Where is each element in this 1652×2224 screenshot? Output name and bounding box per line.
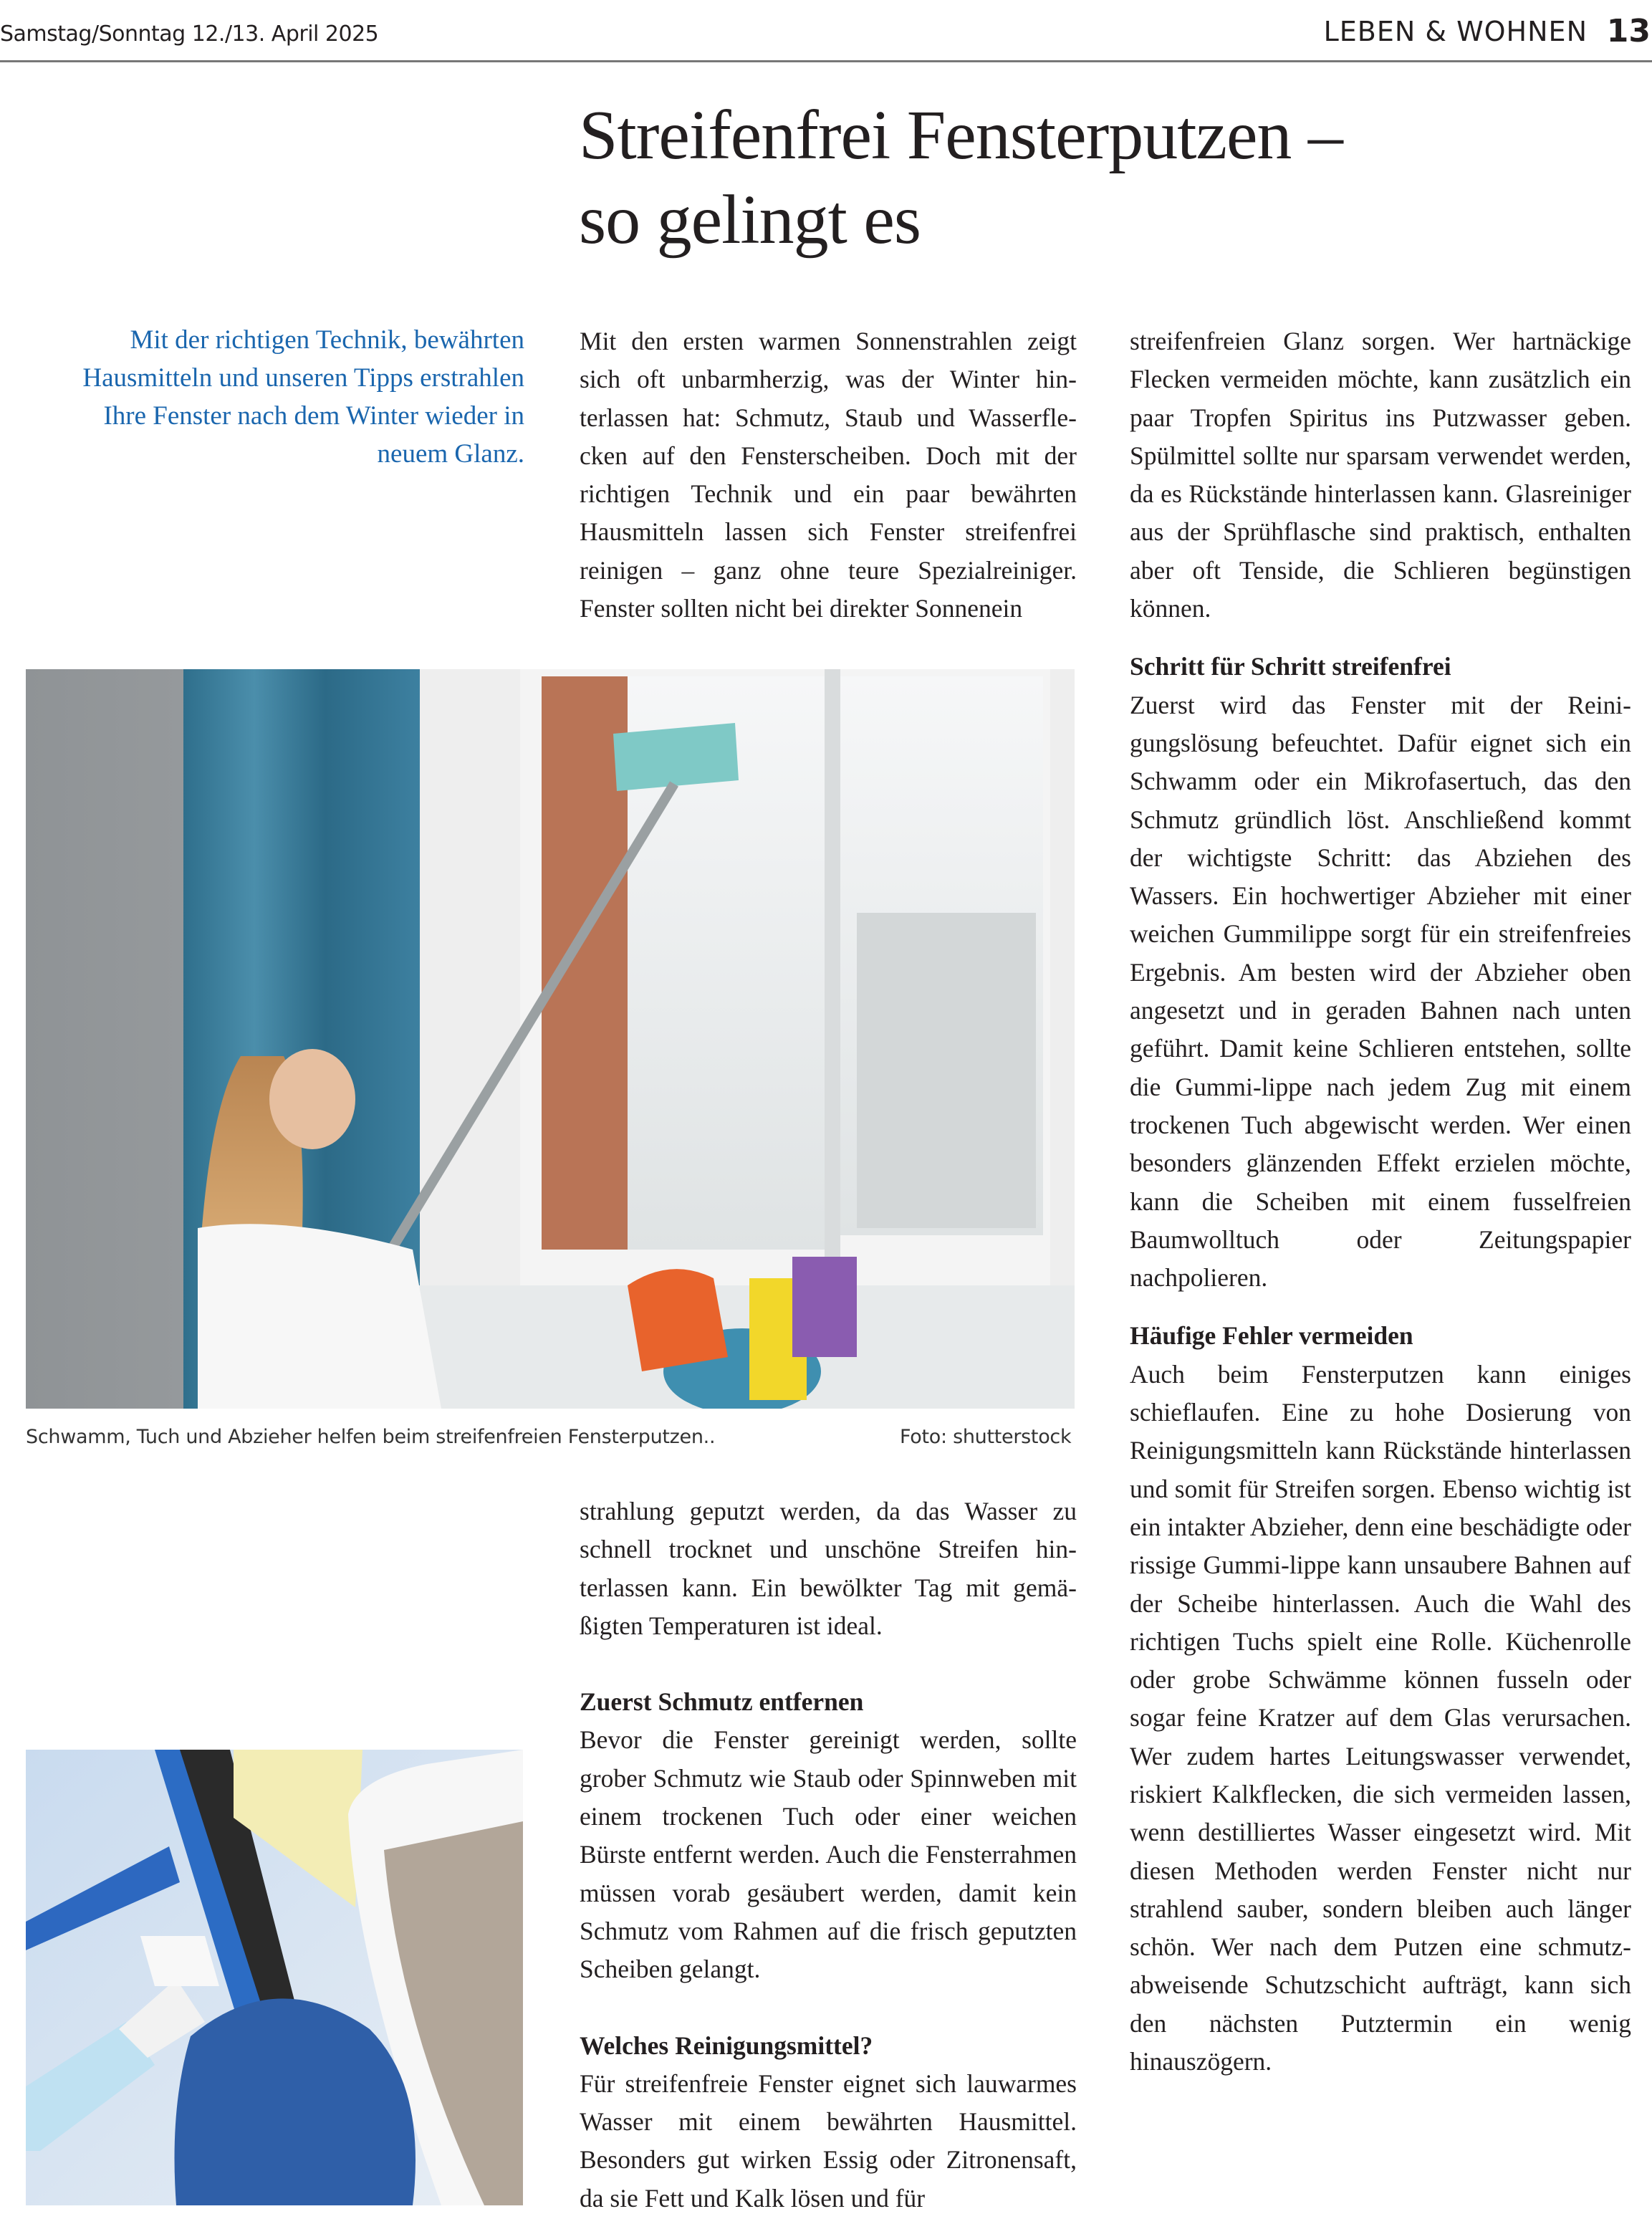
cleaning-tools-illustration [26,1750,523,2205]
section-paragraph: Für streifenfreie Fenster eignet sich lauwarmes Wasser mit einem bewährten Hausmittel. Besonders gut wirken Essig oder Zitronensaft, da sie Fett und Kalk lösen und für [580,2069,1077,2213]
column-3 [1130,322,1631,2081]
section-paragraph: Bevor die Fenster gereinigt werden, sollte grober Schmutz wie Staub oder Spinnweben mit einem trockenen Tuch oder einer weichen Bürste entfernt werden. Auch die Fensterrahmen müssen vorab gesäubert werden, damit kein Schmutz vom Rahmen auf die frisch geputzten Scheiben gelangt. [580,1725,1077,1984]
page-number: 13 [1606,13,1651,49]
woman-cleaning-window-illustration [26,669,1075,1409]
subheading-schritt-fuer-schritt: Schritt für Schritt streifenfrei [1130,652,1451,681]
section-title: LEBEN & WOHNEN [1323,16,1588,47]
article-lead: Mit der richtigen Technik, bewährten Hausmitteln und unseren Tipps erstrahlen Ihre Fenster nach dem Winter wieder in neuem Glanz. [82,325,524,469]
article-headline [579,93,1639,262]
photo-credit: Foto: shutterstock [900,1426,1072,1448]
header-rule [0,60,1652,62]
headline-line-1: Streifenfrei Fensterputzen – [579,97,1343,174]
column-2-bottom [580,1492,1077,2218]
subheading-reinigungsmittel: Welches Reinigungsmittel? [580,2031,873,2060]
issue-date: Samstag/Sonntag 12./13. April 2025 [0,21,379,47]
headline-line-2: so gelingt es [579,181,921,259]
subheading-schmutz-entfernen: Zuerst Schmutz entfernen [580,1687,864,1717]
column-2-top [580,322,1077,628]
main-photo [26,669,1075,1409]
cleaning-tools-photo [26,1750,523,2205]
subheading-fehler-vermeiden: Häufige Fehler vermeiden [1130,1321,1413,1351]
section-paragraph: Zuerst wird das Fenster mit der Reinigungslösung befeuchtet. Dafür eignet sich ein Schwamm oder ein Mikrofasertuch, das den Schmutz gründlich löst. Anschließend kommt der wichtigste Schritt: das Abziehen des Wassers. Ein hochwertiger Abzieher mit einer weichen Gummilippe sorgt für ein streifenfreies Ergebnis. Am besten wird der Abzieher oben angesetzt und in geraden Bahnen nach unten geführt. Damit keine Schlieren entstehen, sollte die Gummi-lippe nach jedem Zug mit einem trockenen Tuch abgewischt werden. Wer einen besonders glänzenden Effekt erzielen möchte, kann die Scheiben mit einem fusselfreien Baumwolltuch oder Zeitungspapier nachpolieren. [1130,690,1631,1293]
intro-continuation: strahlung geputzt werden, da das Wasser zu schnell trocknet und unschöne Streifen hinterlassen kann. Ein bewölkter Tag mit gemäßigten Temperaturen ist ideal. [580,1497,1077,1640]
section-paragraph: Auch beim Fensterputzen kann einiges schieflaufen. Eine zu hohe Dosierung von Reinigungsmitteln kann Rückstände hinterlassen und somit für Streifen sorgen. Ebenso wichtig ist ein intakter Abzieher, denn eine beschädigte oder rissige Gummi-lippe kann unsaubere Bahnen auf der Scheibe hinterlassen. Auch die Wahl des richtigen Tuchs spielt eine Rolle. Küchenrolle oder grobe Schwämme können fusseln oder sogar feine Kratzer auf dem Glas verursachen. Wer zudem hartes Leitungswasser verwendet, riskiert Kalkflecken, die sich vermeiden lassen, wenn destilliertes Wasser eingesetzt wird. Mit diesen Methoden werden Fenster nicht nur strahlend sauber, sondern bleiben auch länger schön. Wer nach dem Putzen eine schmutzabweisende Schutzschicht aufträgt, kann sich den nächsten Putztermin ein wenig hinauszögern. [1130,1359,1631,2076]
photo-caption: Schwamm, Tuch und Abzieher helfen beim streifenfreien Fensterputzen.. [26,1426,716,1448]
section-continuation: streifenfreien Glanz sorgen. Wer hartnäckige Flecken vermeiden möchte, kann zusätzlich ein paar Tropfen Spiritus ins Putzwasser geben. Spülmittel sollte nur sparsam verwendet werden, da es Rückstände hinterlassen kann. Glasreiniger aus der Sprühflasche sind praktisch, enthalten aber oft Tenside, die Schlieren begünstigen können. [1130,327,1631,623]
intro-paragraph: Mit den ersten warmen Sonnenstrahlen zeigt sich oft unbarmherzig, was der Winter hinterlassen hat: Schmutz, Staub und Wasserflecken auf den Fensterscheiben. Doch mit der richtigen Technik und ein paar bewährten Hausmitteln lassen sich Fenster streifenfrei reinigen – ganz ohne teure Spezialreiniger. Fenster sollten nicht bei direkter Sonnenein [580,327,1077,623]
